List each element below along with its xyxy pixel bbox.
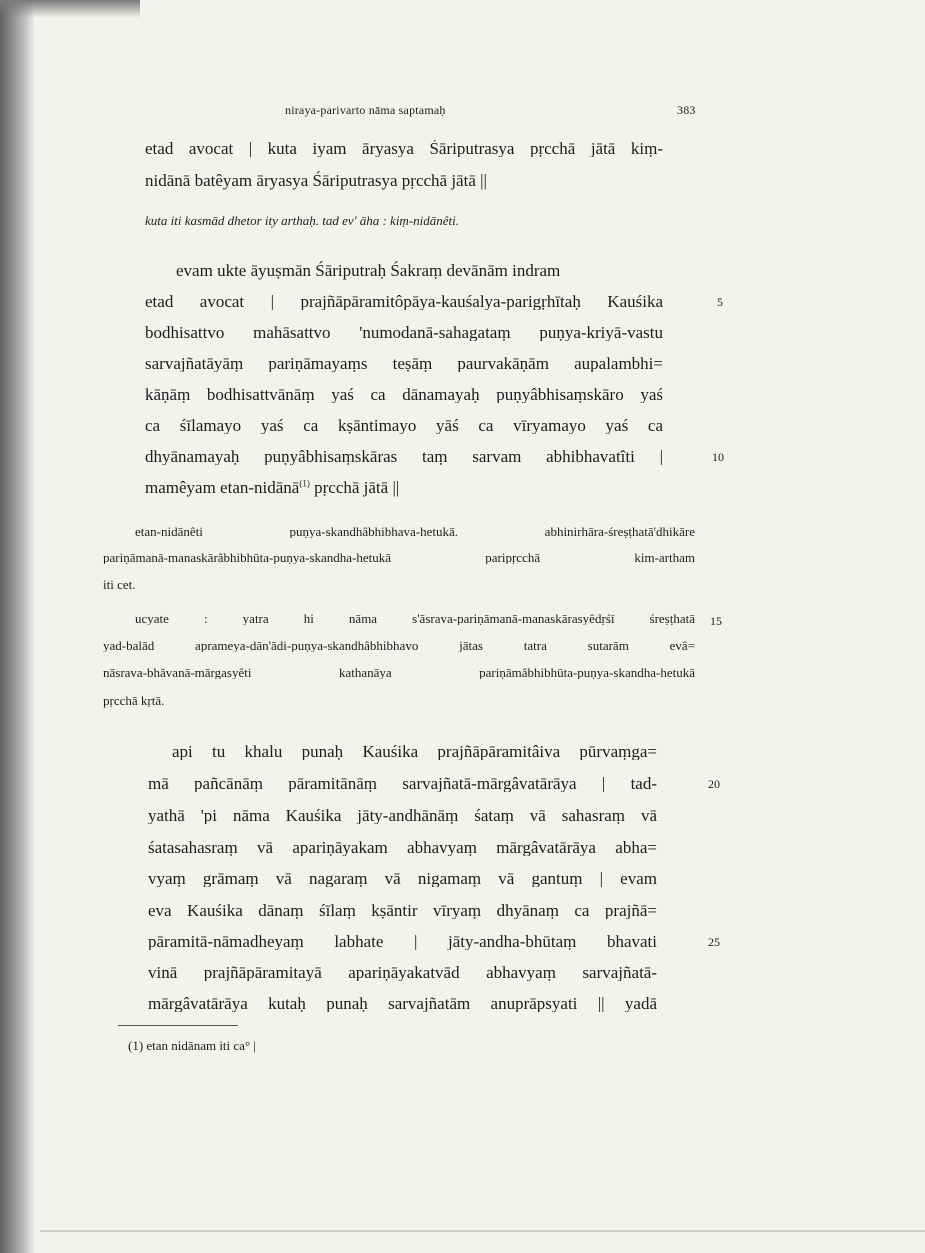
commentary-line: nāsrava-bhāvanā-mārgasyêti kathanāya pariṇāmâbhibhūta-puṇya-skandha-hetukā	[103, 666, 695, 679]
line-number: 25	[708, 935, 720, 949]
book-binding-shadow	[0, 0, 34, 1253]
page-corner-shadow	[0, 0, 140, 18]
line-number: 10	[712, 450, 724, 464]
text-line: mā pañcānāṃ pāramitānāṃ sarvajñatā-mārgâvatārāya | tad-	[148, 775, 657, 792]
text-line	[145, 479, 399, 496]
footnote-rule	[118, 1025, 238, 1026]
commentary-line: iti cet.	[103, 577, 136, 592]
text-line: śatasahasraṃ vā apariṇāyakam abhavyaṃ mārgâvatārāya abha=	[148, 839, 657, 856]
text-line: eva Kauśika dānaṃ śīlaṃ kṣāntir vīryaṃ dhyānaṃ ca prajñā=	[148, 902, 657, 919]
text-span: mamêyam etan-nidānā	[145, 478, 300, 497]
commentary-line: yad-balād aprameya-dān'ādi-puṇya-skandhâbhibhavo jātas tatra sutarām evâ=	[103, 639, 695, 652]
text-line: dhyānamayaḥ puṇyâbhisaṃskāras taṃ sarvam abhibhavatîti |	[145, 448, 663, 465]
commentary-line: kuta iti kasmād dhetor ity arthaḥ. tad ev' āha : kiṃ-nidānêti.	[145, 213, 460, 228]
commentary-line: pṛcchā kṛtā.	[103, 693, 165, 708]
text-line: etad avocat | prajñāpāramitôpāya-kauśalya-parigṛhītaḥ Kauśika	[145, 293, 663, 310]
text-line: bodhisattvo mahāsattvo 'numodanā-sahagataṃ puṇya-kriyā-vastu	[145, 324, 663, 341]
text-line: sarvajñatāyāṃ pariṇāmayaṃs teṣāṃ paurvakāṇām aupalambhi=	[145, 355, 663, 372]
commentary-line: etan-nidānêti puṇya-skandhâbhibhava-hetukā. abhinirhāra-śreṣṭhatā'dhikāre	[135, 525, 695, 538]
text-line: api tu khalu punaḥ Kauśika prajñāpāramitâiva pūrvaṃga=	[172, 743, 657, 760]
text-line: vinā prajñāpāramitayā apariṇāyakatvād abhavyaṃ sarvajñatā-	[148, 964, 657, 981]
page-number: 383	[677, 103, 696, 117]
line-number: 15	[710, 614, 722, 628]
text-line: kāṇāṃ bodhisattvānāṃ yaś ca dānamayaḥ puṇyâbhisaṃskāro yaś	[145, 386, 663, 403]
footnote-marker: (1)	[299, 478, 310, 489]
text-line: vyaṃ grāmaṃ vā nagaraṃ vā nigamaṃ vā gantuṃ | evam	[148, 870, 657, 887]
text-line: yathā 'pi nāma Kauśika jāty-andhānāṃ śataṃ vā sahasraṃ vā	[148, 807, 657, 824]
commentary-line: pariṇāmanā-manaskārâbhibhūta-puṇya-skandha-hetukā paripṛcchā kim-artham	[103, 551, 695, 564]
text-line: nidānā batêyam āryasya Śāriputrasya pṛcchā jātā ||	[145, 171, 487, 190]
footnote: (1) etan nidānam iti ca° |	[128, 1038, 257, 1053]
page-edge	[40, 1230, 925, 1232]
line-number: 20	[708, 777, 720, 791]
line-number: 5	[717, 295, 723, 309]
text-line: evam ukte āyuṣmān Śāriputraḥ Śakraṃ devānām indram	[176, 261, 561, 280]
text-span: pṛcchā jātā ||	[309, 478, 400, 497]
text-line: mārgâvatārāya kutaḥ punaḥ sarvajñatām anuprāpsyati || yadā	[148, 995, 657, 1012]
text-line: etad avocat | kuta iyam āryasya Śāriputrasya pṛcchā jātā kiṃ-	[145, 140, 663, 157]
text-line: pāramitā-nāmadheyaṃ labhate | jāty-andha-bhūtaṃ bhavati	[148, 933, 657, 950]
running-title: niraya-parivarto nāma saptamaḥ	[285, 103, 446, 117]
text-line: ca śīlamayo yaś ca kṣāntimayo yāś ca vīryamayo yaś ca	[145, 417, 663, 434]
commentary-line: ucyate : yatra hi nāma s'āsrava-pariṇāmanā-manaskārasyêdṛśī śreṣṭhatā	[135, 612, 695, 625]
